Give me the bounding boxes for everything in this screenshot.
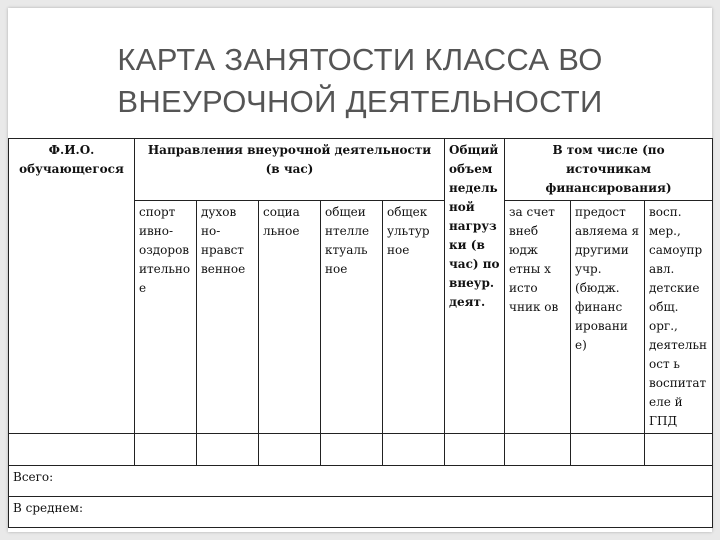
table-cell[interactable]: [321, 434, 383, 466]
table-cell[interactable]: [259, 434, 321, 466]
table-cell[interactable]: [9, 434, 135, 466]
subheader-intellectual: общеи нтелле ктуаль ное: [321, 201, 383, 434]
header-directions: Направления внеурочной деятельности (в час): [135, 139, 445, 201]
slide-title-line-1: КАРТА ЗАНЯТОСТИ КЛАССА ВО: [117, 42, 603, 77]
table-cell[interactable]: [571, 434, 645, 466]
slide: [8, 8, 712, 532]
activity-table: [8, 138, 713, 528]
subheader-cultural: общек ультур ное: [383, 201, 445, 434]
subheader-spiritual: духов но-нравст венное: [197, 201, 259, 434]
total-row: [9, 466, 713, 497]
average-row: [9, 497, 713, 528]
subheader-sport: спорт ивно-оздоровительное: [135, 201, 197, 434]
average-label: В среднем:: [9, 497, 713, 528]
table-cell[interactable]: [135, 434, 197, 466]
subheader-social: социа льное: [259, 201, 321, 434]
subheader-extrabudget: за счет внеб юдж етны х исто чник ов: [505, 201, 571, 434]
subheader-other-institutions: предост авляема я другими учр. (бюдж. финанс ировани е): [571, 201, 645, 434]
table-cell[interactable]: [197, 434, 259, 466]
table-cell[interactable]: [505, 434, 571, 466]
table-cell[interactable]: [645, 434, 713, 466]
header-total-load: Общий объем недельной нагрузки (в час) по внеур. деят.: [445, 139, 505, 434]
header-row: [9, 139, 713, 201]
header-financing: В том числе (по источникам финансирования): [505, 139, 713, 201]
table-cell[interactable]: [445, 434, 505, 466]
subheader-educational: восп. мер., самоуправл. детские общ. орг., деятельност ь воспитателе й ГПД: [645, 201, 713, 434]
slide-title-line-2: ВНЕУРОЧНОЙ ДЕЯТЕЛЬНОСТИ: [117, 84, 603, 119]
table-row: [9, 434, 713, 466]
header-fio: Ф.И.О. обучающегося: [9, 139, 135, 434]
total-label: Всего:: [9, 466, 713, 497]
table-cell[interactable]: [383, 434, 445, 466]
